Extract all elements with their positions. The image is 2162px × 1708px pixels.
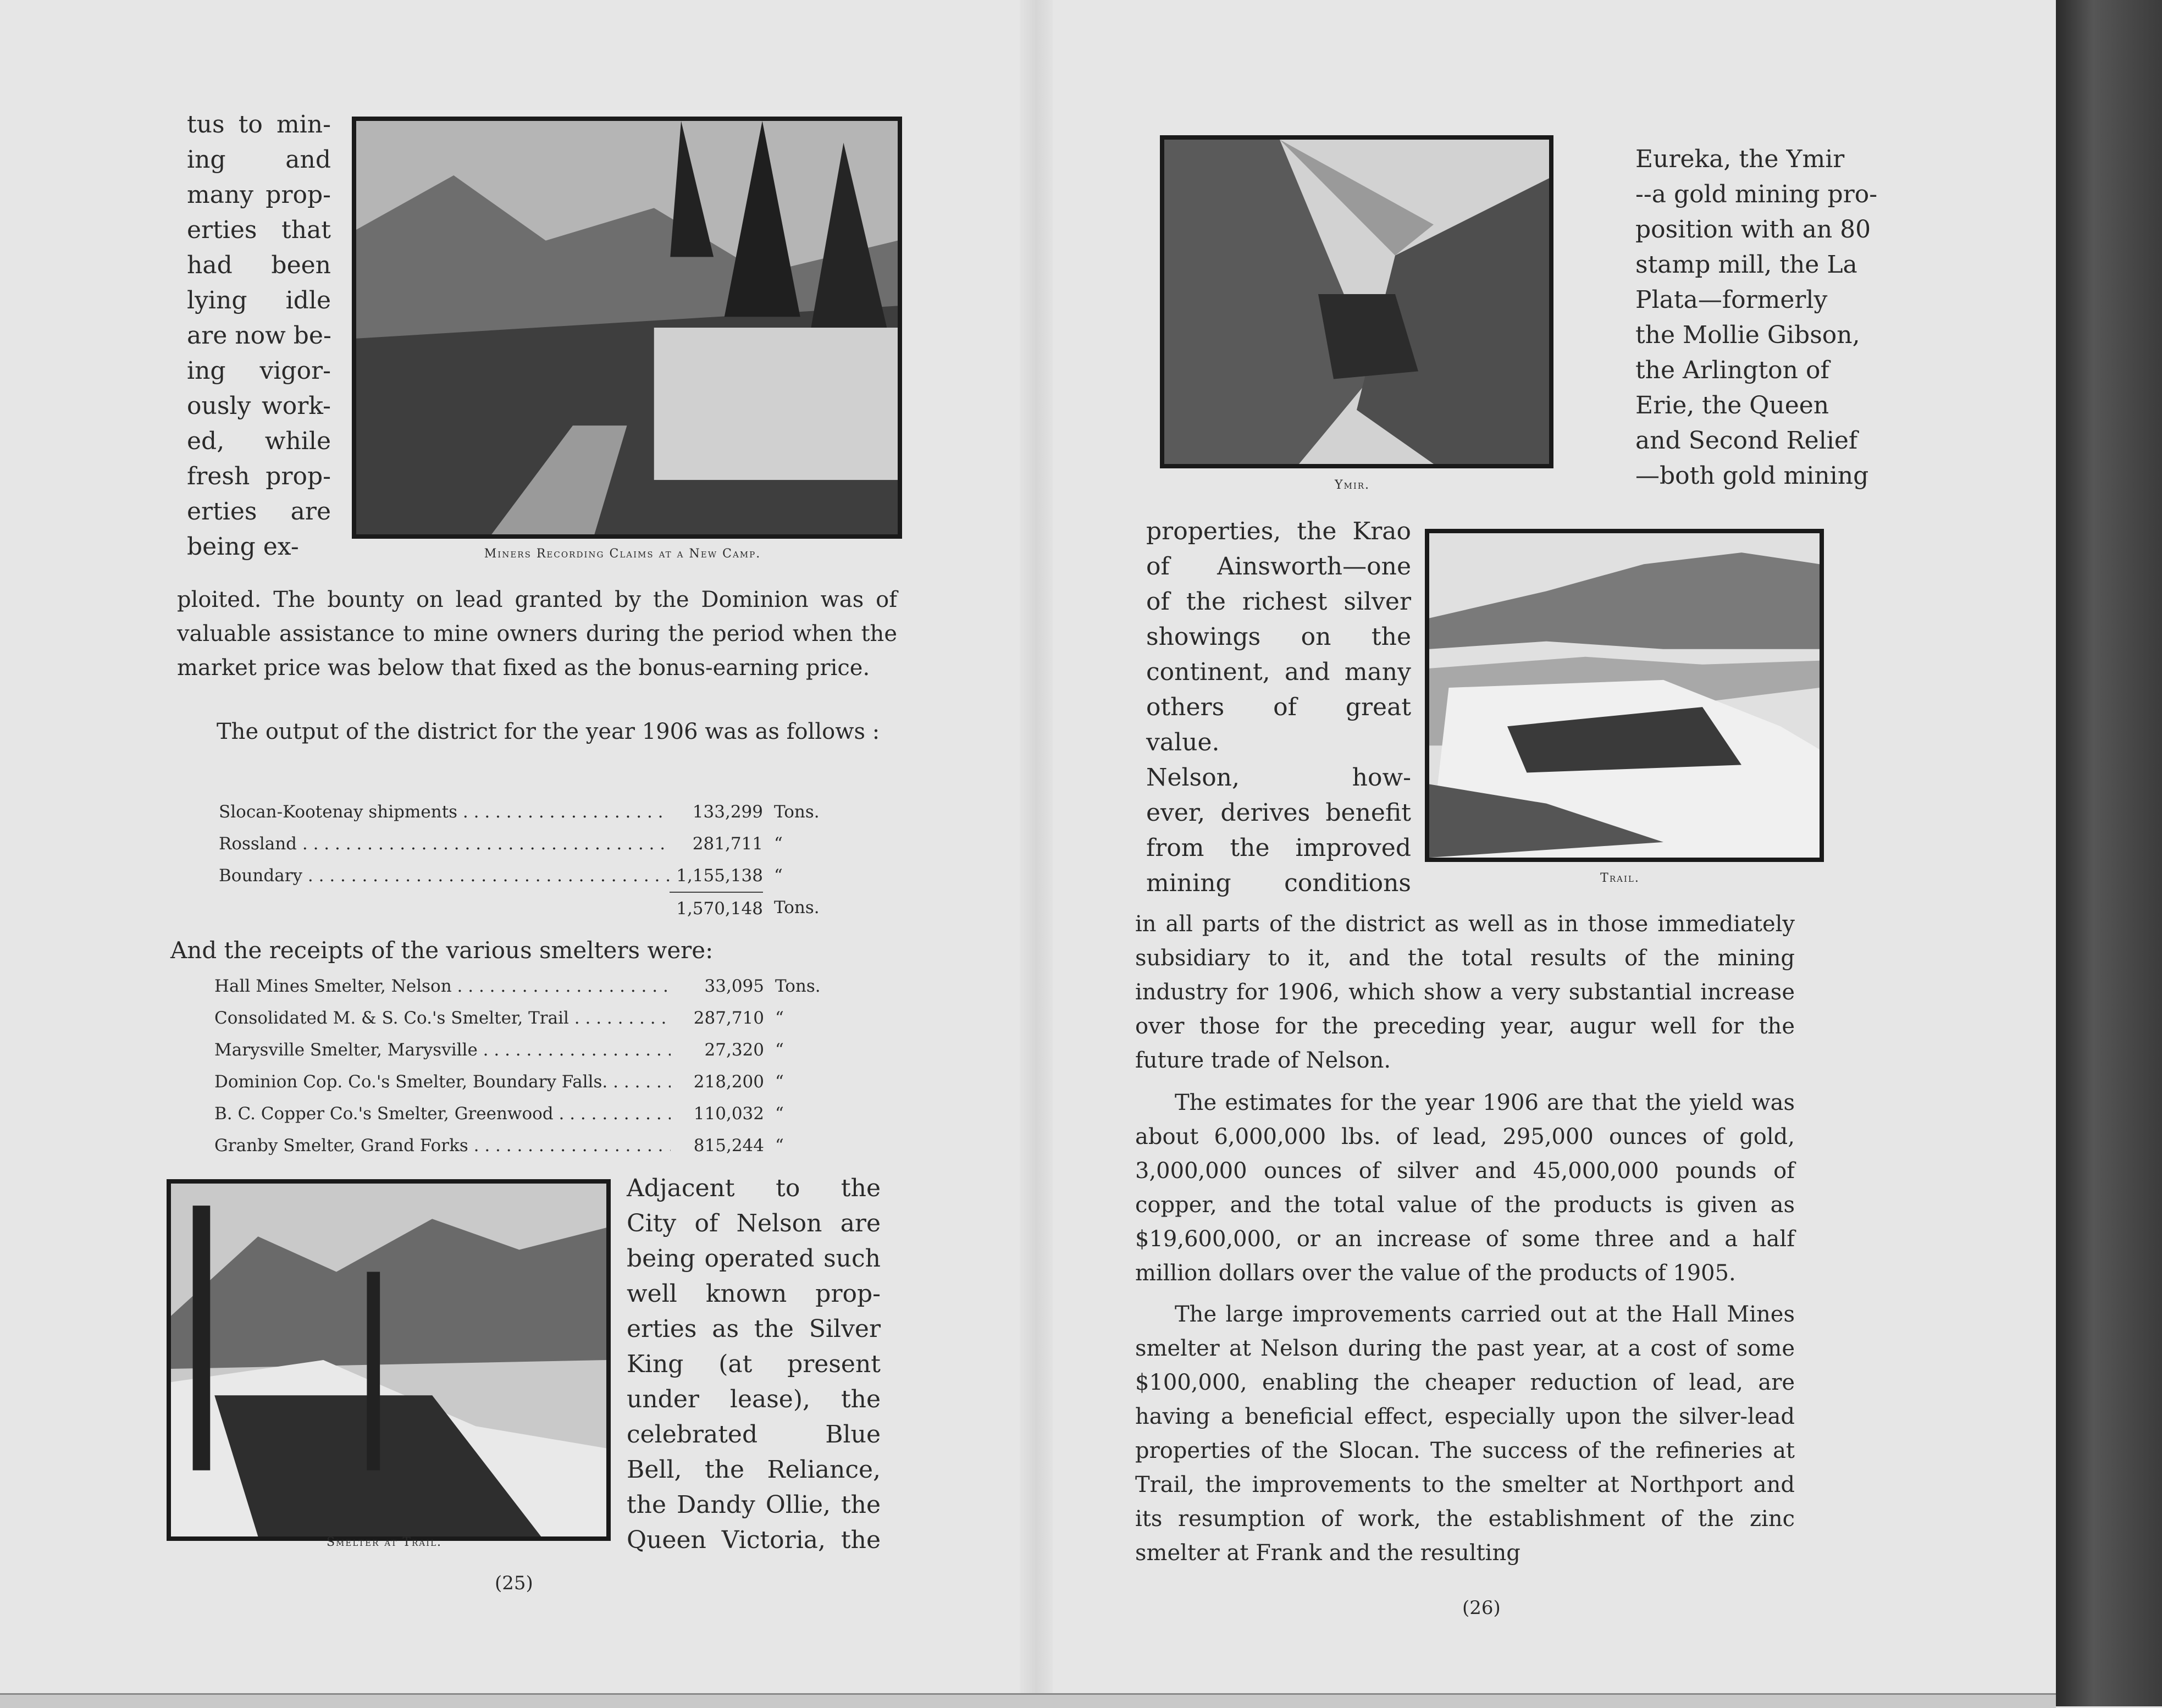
wrap-line: tus to min- bbox=[187, 110, 331, 139]
wrap-line: erties that bbox=[187, 216, 331, 244]
output-row-amount: 281,711 bbox=[692, 834, 763, 854]
output-row-amount: 1,155,138 bbox=[676, 866, 763, 886]
wrap-line: ever, derives benefit bbox=[1146, 799, 1411, 827]
wrap-line: Bell, the Reliance, bbox=[627, 1456, 881, 1484]
page-number-right: (26) bbox=[1462, 1597, 1501, 1619]
wrap-line: well known prop- bbox=[627, 1280, 881, 1308]
smelter-row bbox=[214, 1002, 841, 1034]
scan-bottom-edge bbox=[0, 1693, 2056, 1708]
smelter-row-unit: “ bbox=[775, 1040, 784, 1060]
smelter-row bbox=[214, 1066, 841, 1098]
wrap-line: Adjacent to the bbox=[627, 1174, 881, 1202]
photo-ymir-image bbox=[1164, 140, 1549, 464]
wrap-line: Nelson, how- bbox=[1146, 764, 1411, 792]
smelter-row bbox=[214, 970, 841, 1002]
output-total-row bbox=[219, 892, 840, 925]
wrap-line: ed, while bbox=[187, 427, 331, 455]
output-table bbox=[219, 796, 840, 925]
photo-miners-recording-claims bbox=[352, 117, 902, 539]
wrap-line: —both gold mining bbox=[1635, 462, 1869, 490]
wrap-line: properties, the Krao bbox=[1146, 517, 1411, 545]
output-row-amount: 133,299 bbox=[692, 802, 763, 822]
right-paragraph-1: in all parts of the district as well as in those immediately subsidiary to it, and the total results of the mining industry for 1906, which show a very substantial increase over those for the preceding year, augur well for the future trade of Nelson. bbox=[1135, 911, 1795, 1073]
smelter-row-label: Marysville Smelter, Marysville . . . bbox=[214, 1034, 671, 1066]
wrap-line: others of great bbox=[1146, 693, 1411, 721]
wrap-line: ously work- bbox=[187, 392, 331, 420]
wrap-line: Erie, the Queen bbox=[1635, 391, 1829, 419]
output-row-label: Slocan-Kootenay shipments . . . bbox=[219, 796, 670, 828]
wrap-line: are now be- bbox=[187, 322, 331, 350]
wrap-line: Queen Victoria, the bbox=[627, 1526, 881, 1554]
wrap-line: had been bbox=[187, 251, 331, 279]
smelter-row-amount: 218,200 bbox=[693, 1072, 764, 1092]
smelter-row-unit: Tons. bbox=[775, 976, 821, 996]
photo-ymir-caption: Ymir. bbox=[1334, 478, 1370, 492]
output-row-unit: “ bbox=[774, 834, 783, 854]
smelter-row-label: B. C. Copper Co.'s Smelter, Greenwood . . . bbox=[214, 1098, 671, 1130]
scan-edge bbox=[2056, 0, 2162, 1706]
photo-smelter-caption: Smelter at Trail. bbox=[326, 1535, 443, 1549]
wrap-line: --a gold mining pro- bbox=[1635, 180, 1878, 208]
wrap-line: City of Nelson are bbox=[627, 1209, 881, 1237]
output-row bbox=[219, 860, 840, 892]
wrap-line: of the richest silver bbox=[1146, 588, 1411, 616]
output-total-amount: 1,570,148 bbox=[670, 892, 763, 925]
wrap-line: ing vigor- bbox=[187, 357, 331, 385]
wrap-line: position with an 80 bbox=[1635, 215, 1871, 244]
wrap-line: many prop- bbox=[187, 181, 331, 209]
output-row-label: Boundary . . . bbox=[219, 860, 670, 892]
smelter-table bbox=[214, 970, 841, 1162]
photo-miners-image bbox=[356, 121, 898, 534]
wrap-line: being operated such bbox=[627, 1245, 881, 1273]
smelter-row-unit: “ bbox=[775, 1008, 784, 1028]
wrap-column-mid-right bbox=[1146, 514, 1411, 901]
wrap-line: the Dandy Ollie, the bbox=[627, 1491, 881, 1519]
output-total-unit: Tons. bbox=[774, 898, 820, 917]
wrap-column-top-left bbox=[187, 107, 331, 565]
smelter-row-label: Dominion Cop. Co.'s Smelter, Boundary Falls. . . . bbox=[214, 1066, 671, 1098]
wrap-line: Eureka, the Ymir bbox=[1635, 145, 1845, 173]
wrap-column-top-right bbox=[1635, 142, 1878, 494]
smelter-row-label: Consolidated M. & S. Co.'s Smelter, Trail . . . bbox=[214, 1002, 671, 1034]
smelter-row-amount: 27,320 bbox=[704, 1040, 764, 1060]
smelter-row-amount: 815,244 bbox=[693, 1136, 764, 1156]
smelter-row-amount: 287,710 bbox=[693, 1008, 764, 1028]
wrap-line: the Arlington of bbox=[1635, 356, 1829, 384]
left-paragraph-3: And the receipts of the various smelters were: bbox=[170, 937, 714, 964]
wrap-line: mining conditions bbox=[1146, 869, 1411, 897]
smelter-row-unit: “ bbox=[775, 1104, 784, 1124]
output-row bbox=[219, 828, 840, 860]
wrap-line: and Second Relief bbox=[1635, 427, 1858, 455]
wrap-line: stamp mill, the La bbox=[1635, 251, 1857, 279]
wrap-line: of Ainsworth—one bbox=[1146, 552, 1411, 581]
wrap-line: celebrated Blue bbox=[627, 1420, 881, 1449]
wrap-line: continent, and many bbox=[1146, 658, 1411, 686]
wrap-line: King (at present bbox=[627, 1350, 881, 1378]
output-row-label: Rossland . . . bbox=[219, 828, 670, 860]
wrap-line: under lease), the bbox=[627, 1385, 881, 1413]
left-paragraph-1: ploited. The bounty on lead granted by the Dominion was of valuable assistance to mine owners during the period when the market price was below that fixed as the bonus-earning price. bbox=[177, 587, 897, 681]
photo-smelter-image bbox=[171, 1184, 606, 1536]
photo-smelter-at-trail bbox=[167, 1179, 611, 1541]
wrap-line: fresh prop- bbox=[187, 462, 331, 490]
wrap-line: showings on the bbox=[1146, 623, 1411, 651]
right-page bbox=[1033, 0, 2056, 1693]
smelter-row-amount: 110,032 bbox=[693, 1104, 764, 1124]
photo-ymir bbox=[1160, 135, 1553, 468]
wrap-line: erties are bbox=[187, 498, 331, 526]
smelter-row-label: Granby Smelter, Grand Forks . . . bbox=[214, 1130, 671, 1162]
smelter-row bbox=[214, 1130, 841, 1162]
wrap-line: value. bbox=[1146, 728, 1220, 756]
page-number-left: (25) bbox=[495, 1572, 533, 1594]
wrap-line: from the improved bbox=[1146, 834, 1411, 862]
wrap-line: ing and bbox=[187, 146, 331, 174]
wrap-line: erties as the Silver bbox=[627, 1315, 881, 1343]
output-row-unit: Tons. bbox=[774, 802, 820, 822]
left-page bbox=[0, 0, 1033, 1693]
right-paragraph-2: The estimates for the year 1906 are that the yield was about 6,000,000 lbs. of lead, 295,000 ounces of gold, 3,000,000 ounces of silver and 45,000,000 pounds of copper, and the total value of the products is given as $19,600,000, or an increase of some three and a half million dollars over the value of the products of 1905. bbox=[1135, 1090, 1795, 1286]
photo-trail-image bbox=[1429, 533, 1820, 858]
left-paragraph-2: The output of the district for the year 1906 was as follows : bbox=[217, 719, 880, 744]
wrap-line: lying idle bbox=[187, 286, 331, 314]
wrap-line: being ex- bbox=[187, 533, 299, 561]
smelter-row-label: Hall Mines Smelter, Nelson . . . bbox=[214, 970, 671, 1002]
smelter-row-unit: “ bbox=[775, 1072, 784, 1092]
right-paragraph-3: The large improvements carried out at the Hall Mines smelter at Nelson during the past year, at a cost of some $100,000, enabling the cheaper reduction of lead, are having a beneficial effect, especially upon the silver-lead properties of the Slocan. The success of the refineries at Trail, the improvements to the smelter at Northport and its resumption of work, the establishment of the zinc smelter at Frank and the resulting bbox=[1135, 1302, 1795, 1566]
smelter-row-unit: “ bbox=[775, 1136, 784, 1156]
wrap-line: Plata—formerly bbox=[1635, 286, 1828, 314]
output-row bbox=[219, 796, 840, 828]
photo-trail bbox=[1425, 529, 1824, 862]
smelter-row bbox=[214, 1034, 841, 1066]
photo-trail-caption: Trail. bbox=[1600, 871, 1640, 885]
smelter-row bbox=[214, 1098, 841, 1130]
wrap-column-bottom-left bbox=[627, 1171, 881, 1558]
output-row-unit: “ bbox=[774, 866, 783, 886]
photo-miners-caption: Miners Recording Claims at a New Camp. bbox=[484, 547, 761, 561]
wrap-line: the Mollie Gibson, bbox=[1635, 321, 1860, 349]
smelter-row-amount: 33,095 bbox=[704, 976, 764, 996]
